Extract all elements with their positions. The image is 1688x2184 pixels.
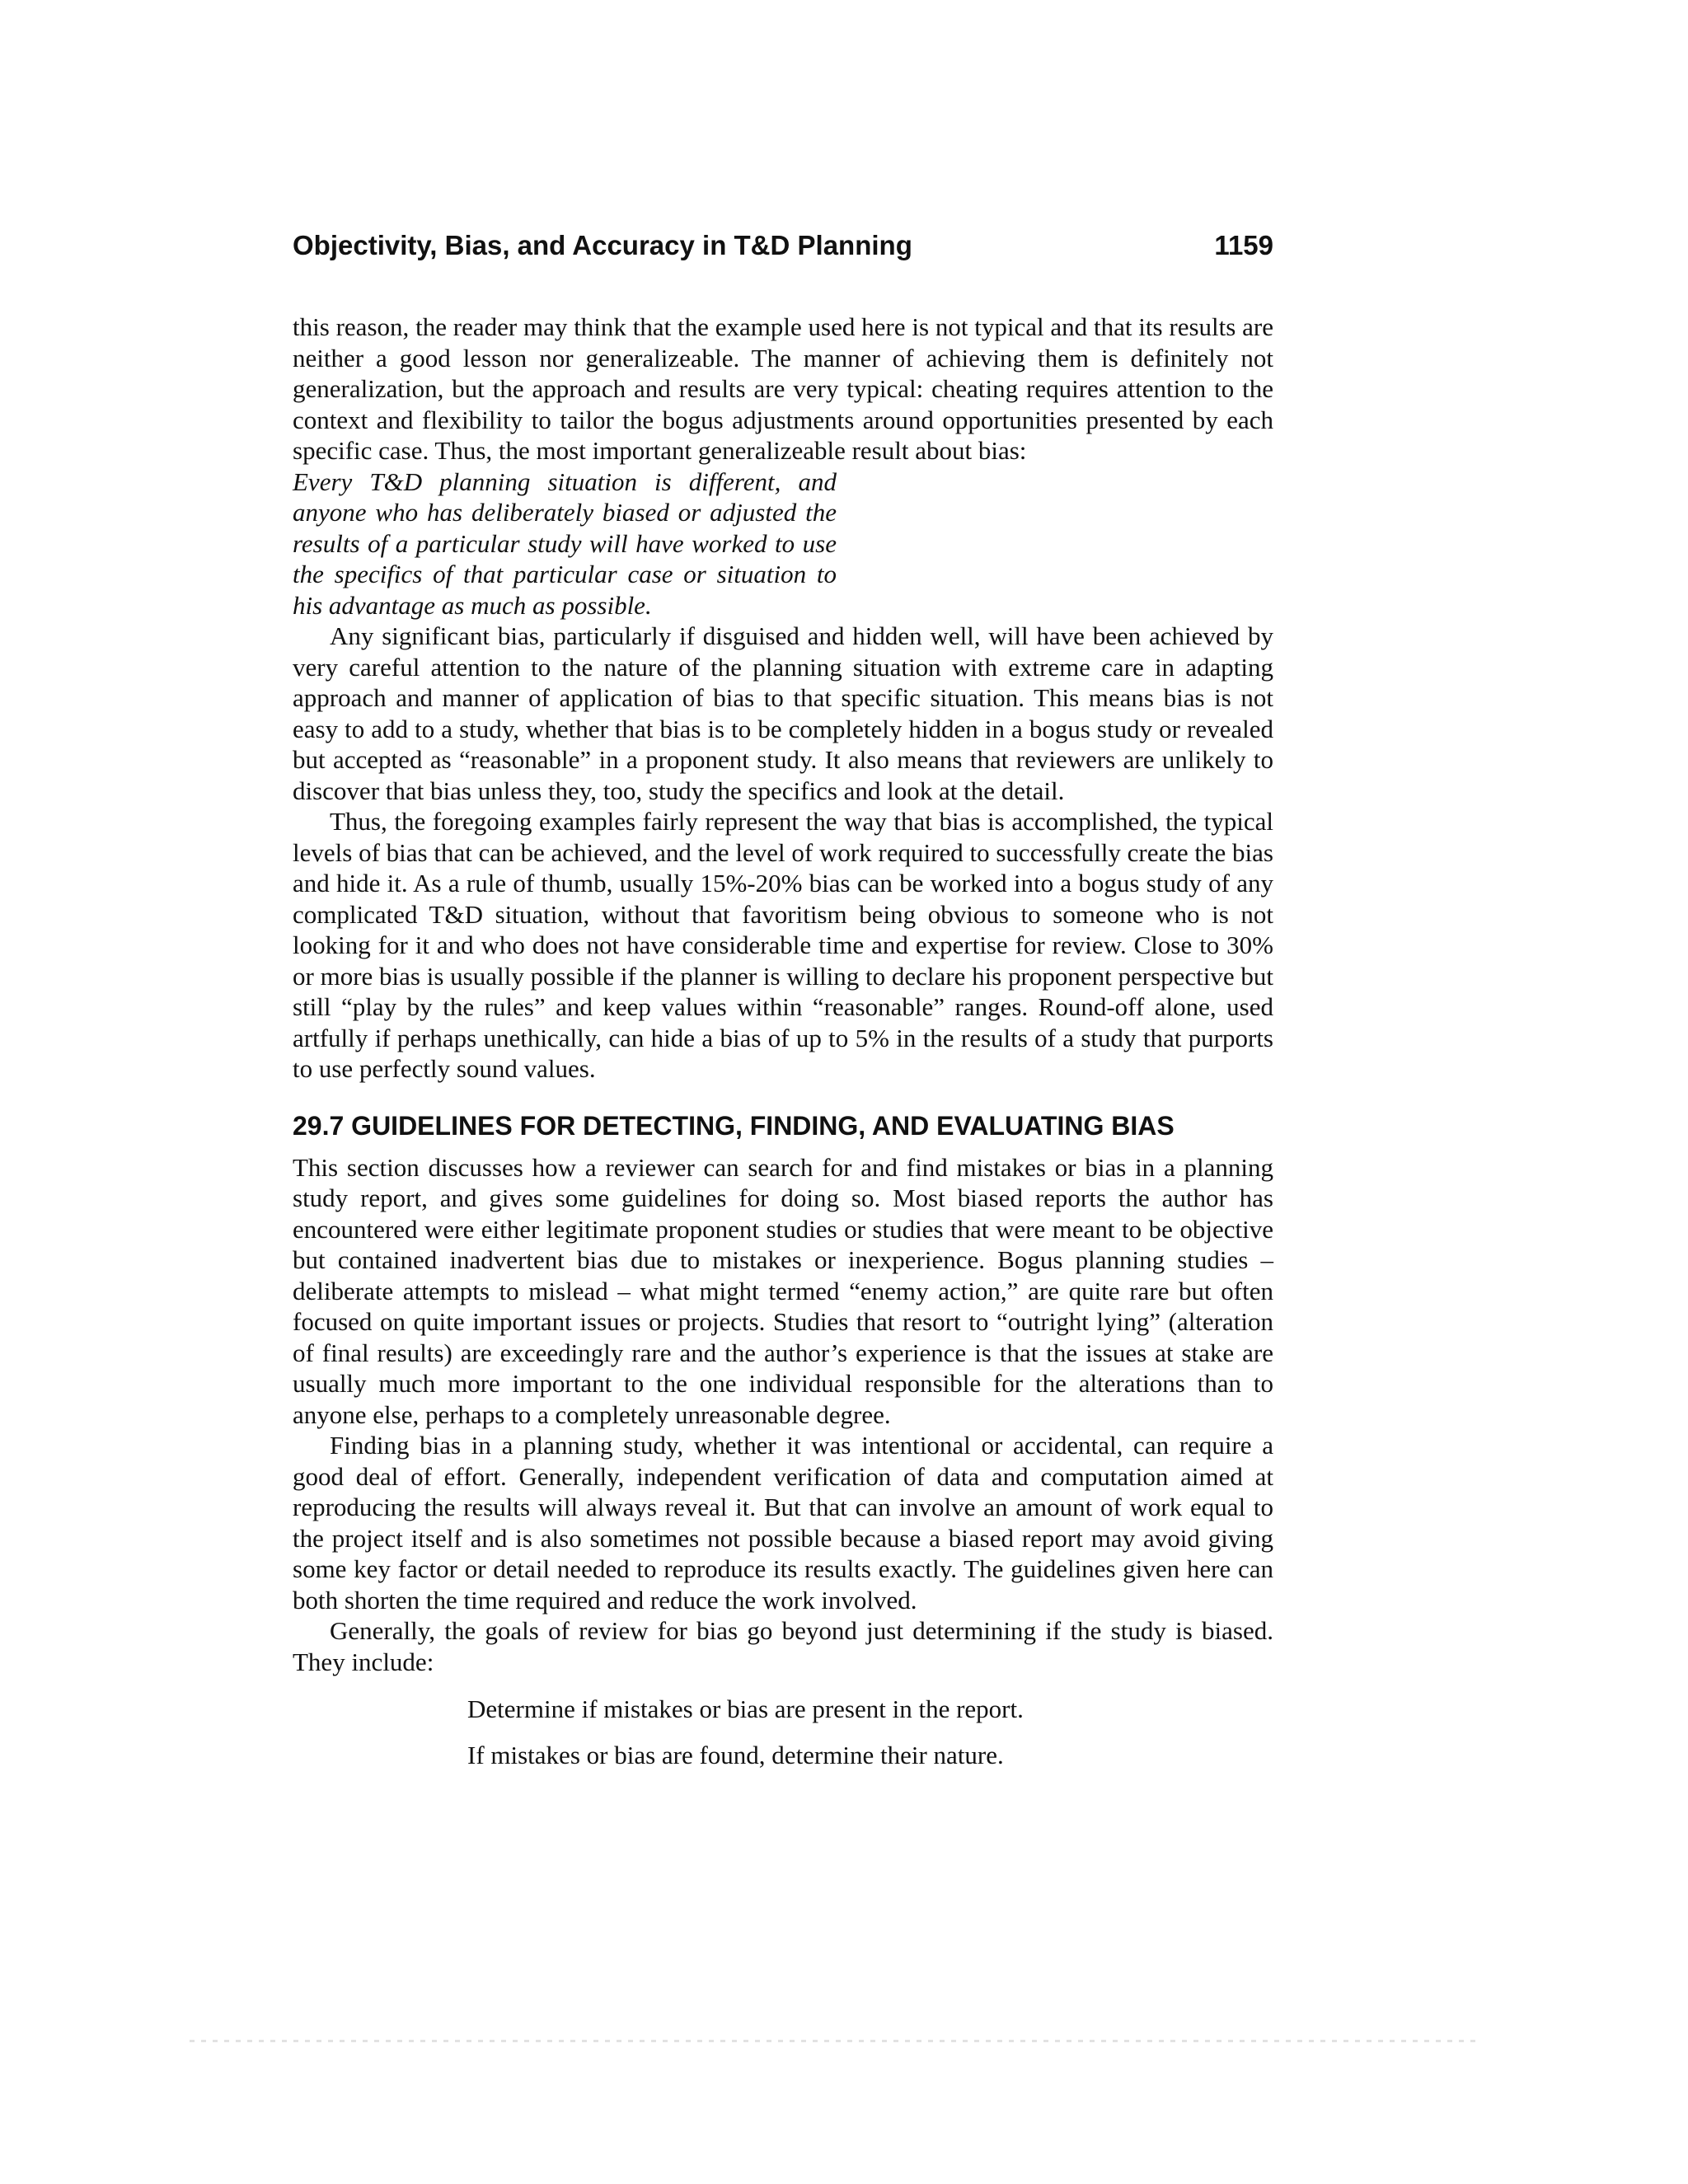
- paragraph: Thus, the foregoing examples fairly represent the way that bias is accomplished, the typical levels of bias that can be achieved, and the level of work required to successfully create the bias and hide it. As a rule of thumb, usually 15%-20% bias can be worked into a bogus study of any complicated T&D situation, without that favoritism being obvious to someone who is not looking for it and who does not have considerable time and expertise for review. Close to 30% or more bias is usually possible if the planner is willing to declare his proponent perspective but still “play by the rules” and keep values within “reasonable” ranges. Round-off alone, used artfully if perhaps unethically, can hide a bias of up to 5% in the results of a study that purports to use perfectly sound values.: [293, 807, 1273, 1083]
- page-number: 1159: [1214, 230, 1273, 260]
- paragraph: Finding bias in a planning study, whether it was intentional or accidental, can require a good deal of effort. Generally, independent verification of data and computation aimed at reproducing the results will always reveal it. But that can involve an amount of work equal to the project itself and is also sometimes not possible because a biased report may avoid giving some key factor or detail needed to reproduce its results exactly. The guidelines given here can both shorten the time required and reduce the work involved.: [293, 1431, 1273, 1615]
- running-title: Objectivity, Bias, and Accuracy in T&D Planning: [293, 230, 912, 260]
- goal-item: If mistakes or bias are found, determine their nature.: [467, 1740, 1004, 1769]
- goal-item: Determine if mistakes or bias are present in the report.: [467, 1694, 1024, 1723]
- scan-artifact-line: [190, 2040, 1475, 2042]
- paragraph: This section discusses how a reviewer can search for and find mistakes or bias in a planning study report, and gives some guidelines for doing so. Most biased reports the author has encountered were either legitimate proponent studies or studies that were meant to be objective but contained inadvertent bias due to mistakes or inexperience. Bogus planning studies – deliberate attempts to mislead – what might termed “enemy action,” are quite rare but often focused on quite important issues or projects. Studies that resort to “outright lying” (alteration of final results) are exceedingly rare and the author’s experience is that the issues at stake are usually much more important to the one individual responsible for the alterations than to anyone else, perhaps to a completely unreasonable degree.: [293, 1152, 1273, 1429]
- paragraph: this reason, the reader may think that the example used here is not typical and that its results are neither a good lesson nor generalizeable. The manner of achieving them is definitely not generalization, but the approach and results are very typical: cheating requires attention to the context and flexibility to tailor the bogus adjustments around opportunities presented by each specific case. Thus, the most important generalizeable result about bias:: [293, 312, 1273, 465]
- paragraph: Generally, the goals of review for bias go beyond just determining if the study is biased. They include:: [293, 1616, 1273, 1676]
- body-text: [293, 312, 1273, 1785]
- section-heading: 29.7 GUIDELINES FOR DETECTING, FINDING, AND EVALUATING BIAS: [293, 1110, 1175, 1141]
- paragraph: Any significant bias, particularly if disguised and hidden well, will have been achieved by very careful attention to the nature of the planning situation with extreme care in adapting approach and manner of application of bias to that specific situation. This means bias is not easy to add to a study, whether that bias is to be completely hidden in a bogus study or revealed but accepted as “reasonable” in a proponent study. It also means that reviewers are unlikely to discover that bias unless they, too, study the specifics and look at the detail.: [293, 621, 1273, 805]
- goals-list: [467, 1694, 1273, 1770]
- running-head: [293, 229, 1273, 262]
- block-quote: Every T&D planning situation is different, and anyone who has deliberately biased or adjusted the results of a particular study will have worked to use the specifics of that particular case or situation to his advantage as much as possible.: [293, 466, 837, 620]
